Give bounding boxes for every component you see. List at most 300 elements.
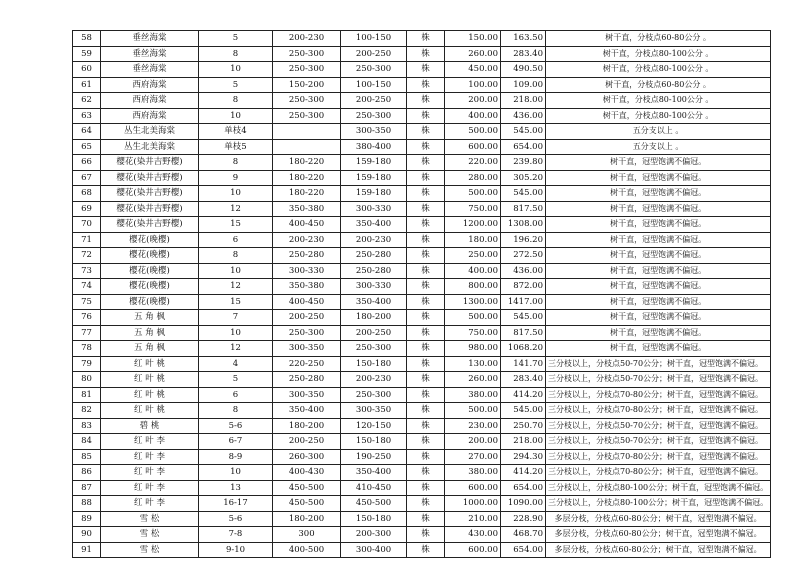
cell-remark: 树干直，冠型饱满不偏冠。 xyxy=(546,201,771,217)
cell-plant-name: 垂丝海棠 xyxy=(101,46,199,62)
cell-plant-name: 垂丝海棠 xyxy=(101,62,199,78)
cell-number: 65 xyxy=(73,139,101,155)
cell-plant-name: 西府海棠 xyxy=(101,108,199,124)
cell-diameter: 15 xyxy=(199,217,273,233)
cell-total-price: 654.00 xyxy=(501,480,546,496)
cell-total-price: 196.20 xyxy=(501,232,546,248)
table-row xyxy=(73,465,771,481)
cell-plant-name: 雪 松 xyxy=(101,527,199,543)
cell-crown-width: 380-400 xyxy=(341,139,407,155)
cell-remark: 三分枝以上，分枝点80-100公分；树干直，冠型饱满不偏冠。 xyxy=(546,480,771,496)
cell-diameter: 12 xyxy=(199,341,273,357)
cell-diameter: 8 xyxy=(199,93,273,109)
cell-crown-width: 200-250 xyxy=(341,93,407,109)
cell-price: 130.00 xyxy=(445,356,501,372)
table-row xyxy=(73,387,771,403)
cell-total-price: 817.50 xyxy=(501,201,546,217)
cell-crown-width: 250-300 xyxy=(341,108,407,124)
cell-height: 200-250 xyxy=(273,434,341,450)
cell-remark: 树干直，冠型饱满不偏冠。 xyxy=(546,279,771,295)
cell-unit: 株 xyxy=(407,170,445,186)
cell-diameter: 10 xyxy=(199,186,273,202)
cell-remark: 树干直，冠型饱满不偏冠。 xyxy=(546,232,771,248)
cell-unit: 株 xyxy=(407,217,445,233)
cell-height: 250-300 xyxy=(273,325,341,341)
cell-price: 230.00 xyxy=(445,418,501,434)
cell-price: 260.00 xyxy=(445,46,501,62)
cell-remark: 树干直，冠型饱满不偏冠。 xyxy=(546,341,771,357)
cell-unit: 株 xyxy=(407,496,445,512)
table-row xyxy=(73,170,771,186)
cell-number: 73 xyxy=(73,263,101,279)
cell-number: 87 xyxy=(73,480,101,496)
cell-crown-width: 159-180 xyxy=(341,186,407,202)
cell-plant-name: 红 叶 李 xyxy=(101,449,199,465)
cell-total-price: 283.40 xyxy=(501,372,546,388)
cell-height: 200-230 xyxy=(273,31,341,47)
cell-number: 70 xyxy=(73,217,101,233)
cell-remark: 三分枝以上，分枝点50-70公分；树干直，冠型饱满不偏冠。 xyxy=(546,434,771,450)
cell-number: 64 xyxy=(73,124,101,140)
table-row xyxy=(73,527,771,543)
cell-remark: 五分支以上 。 xyxy=(546,124,771,140)
cell-crown-width: 190-250 xyxy=(341,449,407,465)
cell-plant-name: 樱花(晚樱) xyxy=(101,263,199,279)
cell-diameter: 9 xyxy=(199,170,273,186)
cell-remark: 三分枝以上，分枝点70-80公分；树干直，冠型饱满不偏冠。 xyxy=(546,403,771,419)
cell-remark: 树干直，冠型饱满不偏冠。 xyxy=(546,248,771,264)
cell-remark: 三分枝以上，分枝点50-70公分；树干直，冠型饱满不偏冠。 xyxy=(546,372,771,388)
cell-diameter: 12 xyxy=(199,201,273,217)
cell-crown-width: 410-450 xyxy=(341,480,407,496)
table-row xyxy=(73,263,771,279)
cell-plant-name: 丛生北美海棠 xyxy=(101,124,199,140)
cell-price: 280.00 xyxy=(445,170,501,186)
cell-number: 88 xyxy=(73,496,101,512)
cell-number: 77 xyxy=(73,325,101,341)
cell-diameter: 10 xyxy=(199,325,273,341)
cell-number: 82 xyxy=(73,403,101,419)
cell-price: 210.00 xyxy=(445,511,501,527)
cell-height: 200-230 xyxy=(273,232,341,248)
cell-height xyxy=(273,139,341,155)
table-row xyxy=(73,356,771,372)
cell-plant-name: 西府海棠 xyxy=(101,77,199,93)
cell-unit: 株 xyxy=(407,77,445,93)
cell-price: 980.00 xyxy=(445,341,501,357)
table-row xyxy=(73,248,771,264)
cell-remark: 三分枝以上，分枝点50-70公分；树干直，冠型饱满不偏冠。 xyxy=(546,418,771,434)
cell-remark: 树干直，分枝点80-100公分 。 xyxy=(546,108,771,124)
cell-remark: 三分枝以上，分枝点70-80公分；树干直，冠型饱满不偏冠。 xyxy=(546,465,771,481)
cell-unit: 株 xyxy=(407,108,445,124)
cell-height: 400-450 xyxy=(273,294,341,310)
cell-unit: 株 xyxy=(407,232,445,248)
cell-plant-name: 樱花(染井吉野樱) xyxy=(101,186,199,202)
cell-plant-name: 樱花(晚樱) xyxy=(101,294,199,310)
cell-unit: 株 xyxy=(407,46,445,62)
cell-remark: 树干直，分枝点60-80公分 。 xyxy=(546,77,771,93)
cell-plant-name: 五 角 枫 xyxy=(101,310,199,326)
cell-unit: 株 xyxy=(407,465,445,481)
cell-remark: 树干直，冠型饱满不偏冠。 xyxy=(546,217,771,233)
cell-plant-name: 红 叶 李 xyxy=(101,465,199,481)
cell-price: 1000.00 xyxy=(445,496,501,512)
cell-number: 68 xyxy=(73,186,101,202)
cell-remark: 树干直，冠型饱满不偏冠。 xyxy=(546,186,771,202)
cell-number: 83 xyxy=(73,418,101,434)
cell-total-price: 468.70 xyxy=(501,527,546,543)
cell-crown-width: 200-250 xyxy=(341,46,407,62)
cell-total-price: 545.00 xyxy=(501,186,546,202)
cell-diameter: 5 xyxy=(199,31,273,47)
table-row xyxy=(73,418,771,434)
cell-diameter: 5-6 xyxy=(199,418,273,434)
cell-price: 380.00 xyxy=(445,387,501,403)
cell-unit: 株 xyxy=(407,139,445,155)
table-row xyxy=(73,279,771,295)
cell-unit: 株 xyxy=(407,93,445,109)
cell-total-price: 1090.00 xyxy=(501,496,546,512)
cell-crown-width: 200-230 xyxy=(341,372,407,388)
cell-crown-width: 300-350 xyxy=(341,403,407,419)
cell-height: 180-220 xyxy=(273,155,341,171)
table-row xyxy=(73,139,771,155)
cell-price: 600.00 xyxy=(445,139,501,155)
cell-height: 200-250 xyxy=(273,310,341,326)
cell-number: 66 xyxy=(73,155,101,171)
cell-unit: 株 xyxy=(407,542,445,558)
cell-plant-name: 雪 松 xyxy=(101,542,199,558)
cell-height: 300-350 xyxy=(273,387,341,403)
cell-height: 250-300 xyxy=(273,93,341,109)
cell-crown-width: 150-180 xyxy=(341,434,407,450)
table-row xyxy=(73,434,771,450)
cell-unit: 株 xyxy=(407,325,445,341)
cell-diameter: 单枝4 xyxy=(199,124,273,140)
table-row xyxy=(73,217,771,233)
table-row xyxy=(73,325,771,341)
cell-total-price: 872.00 xyxy=(501,279,546,295)
cell-total-price: 414.20 xyxy=(501,465,546,481)
cell-diameter: 7 xyxy=(199,310,273,326)
cell-unit: 株 xyxy=(407,480,445,496)
cell-price: 500.00 xyxy=(445,186,501,202)
cell-number: 85 xyxy=(73,449,101,465)
cell-diameter: 6-7 xyxy=(199,434,273,450)
cell-total-price: 218.00 xyxy=(501,93,546,109)
cell-number: 67 xyxy=(73,170,101,186)
cell-plant-name: 樱花(染井吉野樱) xyxy=(101,155,199,171)
cell-total-price: 109.00 xyxy=(501,77,546,93)
cell-number: 89 xyxy=(73,511,101,527)
cell-height: 250-280 xyxy=(273,248,341,264)
cell-diameter: 8-9 xyxy=(199,449,273,465)
cell-number: 81 xyxy=(73,387,101,403)
cell-height: 180-220 xyxy=(273,170,341,186)
cell-unit: 株 xyxy=(407,31,445,47)
table-row xyxy=(73,62,771,78)
table-row xyxy=(73,480,771,496)
cell-unit: 株 xyxy=(407,186,445,202)
cell-unit: 株 xyxy=(407,372,445,388)
cell-plant-name: 五 角 枫 xyxy=(101,341,199,357)
cell-crown-width: 300-330 xyxy=(341,279,407,295)
cell-crown-width: 250-280 xyxy=(341,248,407,264)
cell-total-price: 1308.00 xyxy=(501,217,546,233)
cell-unit: 株 xyxy=(407,263,445,279)
cell-number: 69 xyxy=(73,201,101,217)
cell-total-price: 283.40 xyxy=(501,46,546,62)
cell-total-price: 294.30 xyxy=(501,449,546,465)
cell-height: 350-380 xyxy=(273,279,341,295)
cell-price: 430.00 xyxy=(445,527,501,543)
cell-height: 250-300 xyxy=(273,46,341,62)
cell-price: 200.00 xyxy=(445,93,501,109)
cell-plant-name: 樱花(晚樱) xyxy=(101,279,199,295)
cell-price: 1300.00 xyxy=(445,294,501,310)
cell-diameter: 5 xyxy=(199,77,273,93)
cell-unit: 株 xyxy=(407,387,445,403)
cell-plant-name: 樱花(染井吉野樱) xyxy=(101,170,199,186)
cell-total-price: 414.20 xyxy=(501,387,546,403)
table-row xyxy=(73,403,771,419)
cell-price: 250.00 xyxy=(445,248,501,264)
cell-plant-name: 樱花(晚樱) xyxy=(101,232,199,248)
cell-number: 91 xyxy=(73,542,101,558)
cell-plant-name: 红 叶 李 xyxy=(101,480,199,496)
cell-crown-width: 100-150 xyxy=(341,77,407,93)
cell-total-price: 1068.20 xyxy=(501,341,546,357)
cell-plant-name: 樱花(晚樱) xyxy=(101,248,199,264)
table-body xyxy=(73,31,771,558)
cell-unit: 株 xyxy=(407,62,445,78)
cell-crown-width: 300-350 xyxy=(341,124,407,140)
table-row xyxy=(73,124,771,140)
cell-diameter: 12 xyxy=(199,279,273,295)
cell-diameter: 10 xyxy=(199,465,273,481)
cell-plant-name: 红 叶 李 xyxy=(101,434,199,450)
cell-crown-width: 200-300 xyxy=(341,527,407,543)
cell-total-price: 228.90 xyxy=(501,511,546,527)
cell-number: 76 xyxy=(73,310,101,326)
table-row xyxy=(73,186,771,202)
cell-number: 75 xyxy=(73,294,101,310)
cell-height: 150-200 xyxy=(273,77,341,93)
table-row xyxy=(73,341,771,357)
cell-diameter: 6 xyxy=(199,232,273,248)
cell-remark: 树干直，冠型饱满不偏冠。 xyxy=(546,310,771,326)
cell-height: 250-300 xyxy=(273,108,341,124)
cell-plant-name: 红 叶 桃 xyxy=(101,387,199,403)
cell-diameter: 13 xyxy=(199,480,273,496)
cell-remark: 树干直，分枝点80-100公分 。 xyxy=(546,62,771,78)
cell-unit: 株 xyxy=(407,248,445,264)
table-row xyxy=(73,232,771,248)
cell-remark: 树干直，冠型饱满不偏冠。 xyxy=(546,294,771,310)
cell-remark: 树干直，冠型饱满不偏冠。 xyxy=(546,263,771,279)
cell-price: 750.00 xyxy=(445,325,501,341)
cell-price: 380.00 xyxy=(445,465,501,481)
cell-crown-width: 150-180 xyxy=(341,511,407,527)
cell-number: 59 xyxy=(73,46,101,62)
cell-total-price: 545.00 xyxy=(501,403,546,419)
cell-remark: 五分支以上 。 xyxy=(546,139,771,155)
cell-height: 450-500 xyxy=(273,496,341,512)
cell-plant-name: 红 叶 桃 xyxy=(101,403,199,419)
cell-diameter: 4 xyxy=(199,356,273,372)
cell-plant-name: 雪 松 xyxy=(101,511,199,527)
cell-number: 79 xyxy=(73,356,101,372)
cell-number: 61 xyxy=(73,77,101,93)
table-row xyxy=(73,294,771,310)
cell-crown-width: 200-230 xyxy=(341,232,407,248)
cell-diameter: 10 xyxy=(199,62,273,78)
cell-unit: 株 xyxy=(407,279,445,295)
cell-total-price: 654.00 xyxy=(501,542,546,558)
cell-diameter: 15 xyxy=(199,294,273,310)
cell-diameter: 8 xyxy=(199,248,273,264)
table-row xyxy=(73,77,771,93)
cell-crown-width: 350-400 xyxy=(341,217,407,233)
cell-total-price: 163.50 xyxy=(501,31,546,47)
table-row xyxy=(73,496,771,512)
cell-remark: 树干直，分枝点80-100公分 。 xyxy=(546,46,771,62)
cell-diameter: 10 xyxy=(199,263,273,279)
cell-crown-width: 350-400 xyxy=(341,465,407,481)
cell-crown-width: 159-180 xyxy=(341,155,407,171)
cell-unit: 株 xyxy=(407,434,445,450)
cell-price: 400.00 xyxy=(445,263,501,279)
cell-total-price: 250.70 xyxy=(501,418,546,434)
cell-total-price: 305.20 xyxy=(501,170,546,186)
cell-plant-name: 红 叶 桃 xyxy=(101,372,199,388)
cell-height: 180-200 xyxy=(273,511,341,527)
cell-price: 180.00 xyxy=(445,232,501,248)
cell-total-price: 272.50 xyxy=(501,248,546,264)
table-row xyxy=(73,372,771,388)
cell-diameter: 7-8 xyxy=(199,527,273,543)
cell-crown-width: 350-400 xyxy=(341,294,407,310)
cell-price: 500.00 xyxy=(445,403,501,419)
cell-crown-width: 450-500 xyxy=(341,496,407,512)
cell-price: 400.00 xyxy=(445,108,501,124)
cell-crown-width: 250-280 xyxy=(341,263,407,279)
table-row xyxy=(73,542,771,558)
cell-remark: 多层分枝，分枝点60-80公分；树干直，冠型饱满不偏冠。 xyxy=(546,511,771,527)
cell-crown-width: 159-180 xyxy=(341,170,407,186)
cell-remark: 多层分枝，分枝点60-80公分；树干直，冠型饱满不偏冠。 xyxy=(546,527,771,543)
cell-total-price: 141.70 xyxy=(501,356,546,372)
cell-remark: 树干直，冠型饱满不偏冠。 xyxy=(546,170,771,186)
cell-remark: 三分枝以上，分枝点70-80公分；树干直，冠型饱满不偏冠。 xyxy=(546,449,771,465)
cell-crown-width: 300-330 xyxy=(341,201,407,217)
cell-price: 600.00 xyxy=(445,542,501,558)
cell-diameter: 9-10 xyxy=(199,542,273,558)
cell-price: 500.00 xyxy=(445,124,501,140)
cell-height: 350-380 xyxy=(273,201,341,217)
price-table xyxy=(72,30,771,558)
cell-height xyxy=(273,124,341,140)
cell-price: 600.00 xyxy=(445,480,501,496)
table-row xyxy=(73,31,771,47)
table-row xyxy=(73,46,771,62)
cell-height: 180-200 xyxy=(273,418,341,434)
cell-remark: 树干直，分枝点80-100公分 。 xyxy=(546,93,771,109)
cell-unit: 株 xyxy=(407,310,445,326)
cell-plant-name: 樱花(染井吉野樱) xyxy=(101,201,199,217)
cell-price: 100.00 xyxy=(445,77,501,93)
cell-height: 250-280 xyxy=(273,372,341,388)
cell-height: 300-350 xyxy=(273,341,341,357)
cell-diameter: 8 xyxy=(199,403,273,419)
cell-remark: 三分枝以上，分枝点80-100公分；树干直，冠型饱满不偏冠。 xyxy=(546,496,771,512)
cell-crown-width: 100-150 xyxy=(341,31,407,47)
cell-height: 220-250 xyxy=(273,356,341,372)
cell-diameter: 10 xyxy=(199,108,273,124)
cell-diameter: 16-17 xyxy=(199,496,273,512)
table-row xyxy=(73,310,771,326)
cell-diameter: 5-6 xyxy=(199,511,273,527)
cell-unit: 株 xyxy=(407,527,445,543)
cell-height: 400-450 xyxy=(273,217,341,233)
cell-price: 1200.00 xyxy=(445,217,501,233)
cell-price: 800.00 xyxy=(445,279,501,295)
cell-remark: 树干直，分枝点60-80公分 。 xyxy=(546,31,771,47)
table-row xyxy=(73,93,771,109)
cell-total-price: 654.00 xyxy=(501,139,546,155)
cell-height: 250-300 xyxy=(273,62,341,78)
cell-price: 450.00 xyxy=(445,62,501,78)
cell-number: 63 xyxy=(73,108,101,124)
cell-remark: 三分枝以上，分枝点70-80公分；树干直，冠型饱满不偏冠。 xyxy=(546,387,771,403)
cell-crown-width: 150-180 xyxy=(341,356,407,372)
cell-total-price: 218.00 xyxy=(501,434,546,450)
cell-number: 84 xyxy=(73,434,101,450)
cell-crown-width: 180-200 xyxy=(341,310,407,326)
cell-number: 90 xyxy=(73,527,101,543)
cell-crown-width: 250-300 xyxy=(341,341,407,357)
cell-total-price: 436.00 xyxy=(501,263,546,279)
cell-number: 71 xyxy=(73,232,101,248)
cell-number: 74 xyxy=(73,279,101,295)
cell-plant-name: 碧 桃 xyxy=(101,418,199,434)
cell-price: 270.00 xyxy=(445,449,501,465)
cell-number: 78 xyxy=(73,341,101,357)
cell-crown-width: 250-300 xyxy=(341,387,407,403)
table-row xyxy=(73,108,771,124)
cell-price: 150.00 xyxy=(445,31,501,47)
cell-total-price: 817.50 xyxy=(501,325,546,341)
table-row xyxy=(73,201,771,217)
cell-unit: 株 xyxy=(407,403,445,419)
cell-price: 750.00 xyxy=(445,201,501,217)
cell-plant-name: 五 角 枫 xyxy=(101,325,199,341)
cell-diameter: 8 xyxy=(199,155,273,171)
cell-number: 86 xyxy=(73,465,101,481)
cell-crown-width: 300-400 xyxy=(341,542,407,558)
cell-unit: 株 xyxy=(407,449,445,465)
cell-unit: 株 xyxy=(407,418,445,434)
cell-plant-name: 红 叶 李 xyxy=(101,496,199,512)
table-row xyxy=(73,449,771,465)
cell-remark: 树干直，冠型饱满不偏冠。 xyxy=(546,325,771,341)
cell-plant-name: 樱花(染井吉野樱) xyxy=(101,217,199,233)
cell-number: 80 xyxy=(73,372,101,388)
cell-diameter: 6 xyxy=(199,387,273,403)
cell-total-price: 1417.00 xyxy=(501,294,546,310)
cell-diameter: 单枝5 xyxy=(199,139,273,155)
